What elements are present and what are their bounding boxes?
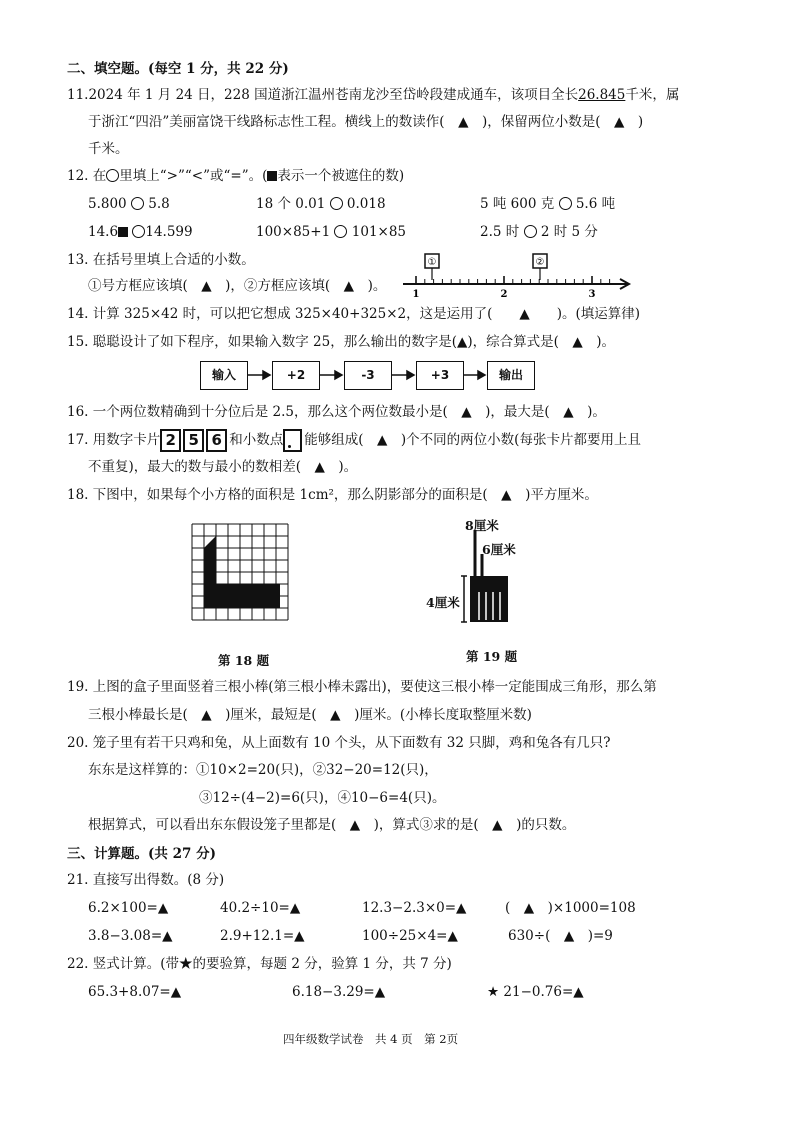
- q21-item: 100÷25×4=▲: [362, 928, 458, 944]
- label-8cm: 8厘米: [465, 518, 499, 533]
- marker-2-label: ②: [535, 257, 545, 268]
- q22-item: 65.3+8.07=▲: [88, 984, 182, 1000]
- compare-right: 0.018: [346, 196, 386, 212]
- grid-figure-q18: [187, 515, 293, 623]
- digit-card: 5: [183, 429, 204, 452]
- compare-right: 2 时 5 分: [540, 224, 598, 240]
- q21-item: ( ▲ )×1000=108: [505, 900, 636, 916]
- digit-card: 2: [160, 429, 181, 452]
- q17-text-b: 和小数点: [229, 432, 284, 448]
- tick-label-3: 3: [588, 289, 596, 300]
- flow-arrows: [0, 0, 794, 420]
- digit-card: 6: [206, 429, 227, 452]
- q20-line4: 根据算式，可以看出东东假设笼子里都是( ▲ )，算式③求的是( ▲ )的只数。: [88, 817, 576, 833]
- q13-line2: ①号方框应该填( ▲ )，②方框应该填( ▲ )。: [88, 278, 387, 294]
- label-4cm: 4厘米: [426, 595, 460, 610]
- compare-left: 2.5 时: [480, 224, 520, 240]
- q14-text: 14. 计算 325×42 时，可以把它想成 325×40+325×2，这是运用了( ▲ )。(填运算律): [67, 306, 641, 322]
- compare-left: 18 个 0.01: [256, 196, 326, 212]
- q18-text: 18. 下图中，如果每个小方格的面积是 1cm²，那么阴影部分的面积是( ▲ )平方厘米。: [67, 487, 598, 503]
- compare-right: 14.599: [145, 224, 193, 240]
- q11-line3: 千米。: [88, 141, 129, 157]
- q22-item: ★ 21−0.76=▲: [487, 984, 584, 1000]
- figure-19-caption: 第 19 题: [466, 649, 518, 664]
- page-footer: 四年级数学试卷 共 4 页 第 2页: [283, 1032, 459, 1046]
- tick-label-2: 2: [500, 289, 508, 300]
- section-title-calculation: 三、计算题。(共 27 分): [67, 846, 216, 862]
- q11-length-value: 26.845: [578, 87, 626, 103]
- q12-text-b: 里填上“>”“<”或“=”。(: [119, 168, 268, 184]
- q21-item: 6.2×100=▲: [88, 900, 169, 916]
- q17-text-c: 能够组成( ▲ )个不同的两位小数(每张卡片都要用上且: [304, 432, 641, 448]
- compare-right: 5.6 吨: [575, 196, 616, 212]
- q15-text: 15. 聪聪设计了如下程序，如果输入数字 25，那么输出的数字是(▲)，综合算式是( ▲ )。: [67, 334, 616, 350]
- flow-plus3-box: +3: [416, 361, 464, 390]
- figure-18-caption: 第 18 题: [218, 653, 270, 668]
- q20-line1: 20. 笼子里有若干只鸡和兔，从上面数有 10 个头，从下面数有 32 只脚，鸡和兔各有几只?: [67, 735, 611, 751]
- flow-output-box: 输出: [487, 361, 535, 390]
- q12-text-a: 12. 在: [67, 168, 107, 184]
- q11-line2: 于浙江“四沿”美丽富饶干线路标志性工程。横线上的数读作( ▲ )，保留两位小数是( ▲ ): [88, 114, 644, 130]
- decimal-point-card: [283, 429, 302, 452]
- compare-left: 14.6: [88, 224, 119, 240]
- q12-text-c: 表示一个被遮住的数): [277, 168, 405, 184]
- q22-item: 6.18−3.29=▲: [292, 984, 386, 1000]
- q21-item: 12.3−2.3×0=▲: [362, 900, 467, 916]
- q11-text-a: 11.2024 年 1 月 24 日，228 国道浙江温州苍南龙沙至岱岭段建成通车，该项目全长: [67, 87, 579, 103]
- box: [470, 576, 508, 622]
- q21-title: 21. 直接写出得数。(8 分): [67, 872, 225, 888]
- compare-right: 5.8: [148, 196, 170, 212]
- q21-item: 3.8−3.08=▲: [88, 928, 173, 944]
- compare-right: 101×85: [351, 224, 407, 240]
- q21-item: 40.2÷10=▲: [220, 900, 301, 916]
- q17-line2: 不重复)，最大的数与最小的数相差( ▲ )。: [88, 459, 358, 475]
- q17-text-a: 17. 用数字卡片: [67, 432, 161, 448]
- q11-text-b: 千米，属: [625, 87, 680, 103]
- flow-plus2-box: +2: [272, 361, 320, 390]
- q17-line1: [67, 429, 641, 452]
- q21-item: 2.9+12.1=▲: [220, 928, 305, 944]
- compare-left: 5.800: [88, 196, 127, 212]
- q21-item: 630÷( ▲ )=9: [508, 928, 613, 944]
- label-6cm: 6厘米: [482, 542, 516, 557]
- compare-left: 5 吨 600 克: [480, 196, 555, 212]
- flow-input-box: 输入: [200, 361, 248, 390]
- tick-label-1: 1: [412, 289, 420, 300]
- marker-1-label: ①: [427, 257, 437, 268]
- q22-title: 22. 竖式计算。(带★的要验算，每题 2 分，验算 1 分，共 7 分): [67, 956, 452, 972]
- compare-left: 100×85+1: [256, 224, 331, 240]
- section-title-fill-blank: 二、填空题。(每空 1 分，共 22 分): [67, 61, 289, 77]
- q19-line1: 19. 上图的盒子里面竖着三根小棒(第三根小棒未露出)，要使这三根小棒一定能围成三角形，那么第: [67, 679, 657, 695]
- flow-minus3-box: -3: [344, 361, 392, 390]
- q20-line3: ③12÷(4−2)=6(只)，④10−6=4(只)。: [199, 790, 446, 806]
- q19-line2: 三根小棒最长是( ▲ )厘米，最短是( ▲ )厘米。(小棒长度取整厘米数): [88, 707, 532, 723]
- q13-line1: 13. 在括号里填上合适的小数。: [67, 252, 255, 268]
- q16-text: 16. 一个两位数精确到十分位后是 2.5，那么这个两位数最小是( ▲ )，最大是( ▲ )。: [67, 404, 606, 420]
- q20-line2: 东东是这样算的：①10×2=20(只)，②32−20=12(只)，: [88, 762, 438, 778]
